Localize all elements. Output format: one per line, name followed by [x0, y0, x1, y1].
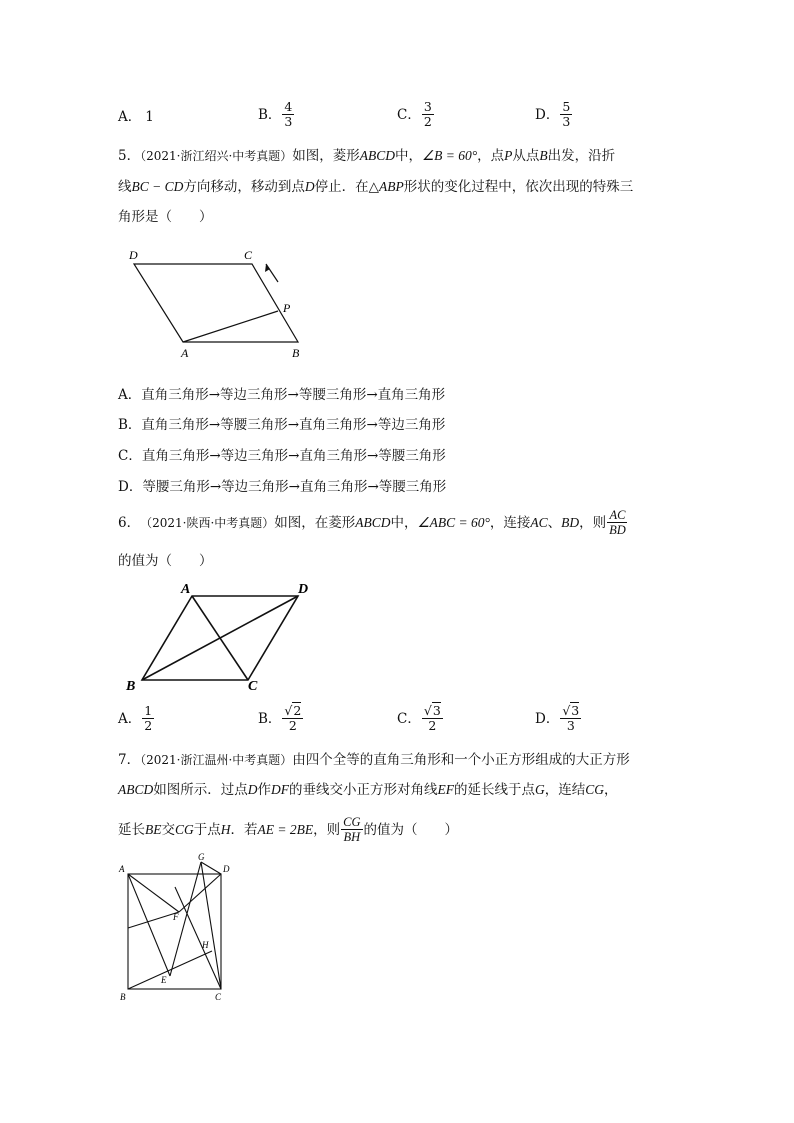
label-d: D: [223, 864, 230, 874]
label-a: A: [181, 582, 191, 597]
q5-text-line-3: 角形是（ ）: [118, 209, 213, 225]
option-fraction: $\frac{3}{2}$: [423, 99, 432, 129]
option-letter: D．: [535, 710, 560, 727]
ratio-fraction: $\frac{CG}{BH}$: [343, 815, 361, 844]
q6-text-line-1: 6． （2021·陕西·中考真题） 如图，在菱形 ABCD 中， ∠ABC = 60° ，连接 AC 、 BD ，则 $\frac{AC}{BD}$: [118, 508, 626, 537]
label-c: C: [244, 248, 253, 262]
segment-gc: [201, 862, 221, 989]
q7-text-line-1: 7．（2021·浙江温州·中考真题）由四个全等的直角三角形和一个小正方形组成的大正方形: [118, 752, 630, 768]
segment-f-left: [128, 912, 179, 928]
q7-text-line-2: ABCD如图所示．过点D作DF的垂线交小正方形对角线EF的延长线于点G，连结CG，: [118, 782, 618, 798]
q6-option-b: [258, 704, 304, 733]
option-letter: B．: [258, 710, 282, 727]
question-source: （2021·浙江温州·中考真题）: [140, 753, 293, 767]
q5-rhombus-figure: [120, 242, 320, 367]
question-source: （2021·陕西·中考真题）: [140, 515, 275, 530]
square-abcd: [128, 874, 221, 989]
q4-option-b: [258, 100, 295, 129]
option-letter: D．: [535, 106, 560, 123]
q6-rhombus-figure: [120, 578, 320, 696]
option-fraction: $\frac{4}{3}$: [284, 99, 293, 129]
label-d: D: [298, 582, 309, 597]
q6-option-d: [535, 704, 582, 733]
q5-option-a: A．直角三角形→等边三角形→等腰三角形→直角三角形: [118, 387, 446, 403]
q5-option-d: D．等腰三角形→等边三角形→直角三角形→等腰三角形: [118, 479, 447, 495]
label-h: H: [202, 940, 209, 950]
segment-bh: [128, 951, 212, 989]
q4-option-a: [118, 107, 154, 127]
option-letter: A．: [118, 710, 142, 727]
label-c: C: [248, 679, 258, 694]
option-fraction: $\frac{√2}{2}$: [284, 703, 302, 733]
option-value: 1: [145, 109, 154, 125]
option-letter: C．: [397, 106, 421, 123]
option-fraction: $\frac{5}{3}$: [562, 99, 571, 129]
q7-square-figure: [115, 850, 245, 1010]
label-a: A: [181, 346, 189, 360]
option-letter: B．: [258, 106, 282, 123]
option-fraction: $\frac{1}{2}$: [144, 703, 153, 733]
label-c: C: [215, 992, 222, 1002]
label-d: D: [129, 248, 138, 262]
q6-option-c: [397, 704, 444, 733]
option-letter: A．: [118, 109, 142, 125]
label-g: G: [198, 852, 205, 862]
diagonal-bd: [142, 596, 298, 680]
label-b: B: [292, 346, 300, 360]
q6-option-a: [118, 704, 155, 733]
option-fraction: $\frac{√3}{3}$: [562, 703, 580, 733]
q5-option-b: B．直角三角形→等腰三角形→直角三角形→等边三角形: [118, 417, 446, 433]
question-source: （2021·浙江绍兴·中考真题）: [140, 149, 293, 163]
segment-df: [179, 874, 221, 912]
q5-option-c: C．直角三角形→等边三角形→直角三角形→等腰三角形: [118, 448, 446, 464]
q6-text-line-2: 的值为（ ）: [118, 553, 213, 569]
label-b: B: [126, 679, 136, 694]
label-e: E: [161, 975, 167, 985]
ratio-fraction: $\frac{AC}{BD}$: [609, 508, 626, 537]
q5-text-line-1: 5．（2021·浙江绍兴·中考真题）如图，菱形ABCD中，∠B = 60°，点P从点B出发，沿折: [118, 148, 616, 164]
q4-option-c: [397, 100, 435, 129]
label-b: B: [120, 992, 126, 1002]
option-fraction: $\frac{√3}{2}$: [423, 703, 441, 733]
segment-cg-side: [175, 887, 221, 989]
q4-option-d: [535, 100, 573, 129]
segment-gd: [201, 862, 221, 874]
q5-text-line-2: 线BC − CD方向移动，移动到点D停止．在△ABP形状的变化过程中，依次出现的特殊三: [118, 179, 634, 195]
label-a: A: [119, 864, 125, 874]
label-f: F: [173, 912, 179, 922]
label-p: P: [283, 301, 291, 315]
segment-ap: [183, 311, 278, 342]
q7-text-line-3: 延长 BE 交 CG 于点 H ．若 AE = 2BE ，则 $\frac{CG}{BH}$ 的值为（ ）: [118, 815, 458, 844]
option-letter: C．: [397, 710, 421, 727]
